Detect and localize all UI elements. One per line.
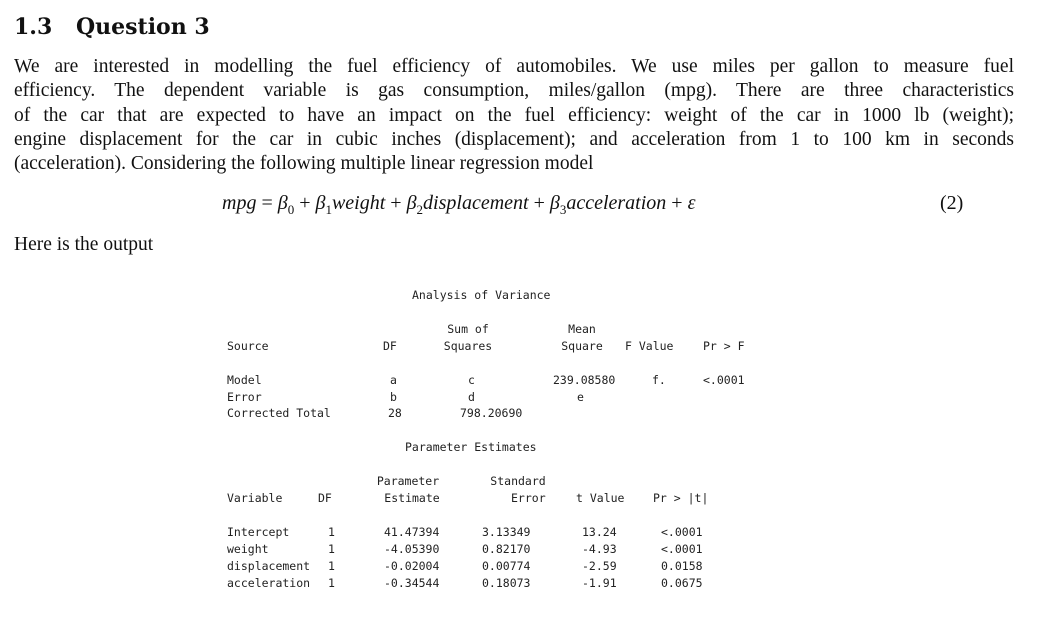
params-header-se-top: Standard [490,474,546,488]
params-header-df: DF [318,491,332,505]
params-df: 1 [328,542,335,556]
eq-beta2: β [406,192,417,214]
section-number: 1.3 [14,14,53,40]
equation-number: (2) [940,192,964,214]
params-estimate: -0.34544 [384,576,440,590]
anova-header-ms-bottom: Square [561,339,603,353]
params-p: <.0001 [661,542,703,556]
params-header-variable: Variable [227,491,283,505]
params-se: 3.13349 [482,525,531,539]
eq-epsilon: ε [687,192,696,214]
anova-ss: d [468,390,475,404]
anova-ss: 798.20690 [460,406,523,420]
anova-ss: c [468,373,475,387]
anova-header-df: DF [383,339,397,353]
eq-var-acceleration: acceleration [566,192,667,214]
eq-var-displacement: displacement [423,192,529,214]
eq-beta3: β [549,192,560,214]
question-paragraph [14,55,1014,176]
paragraph-line: efficiency. The dependent variable is gas consumption, miles/gallon (mpg). There are three characteristics [14,80,1014,102]
params-p: 0.0158 [661,559,703,573]
eq-beta1: β [315,192,326,214]
anova-header-source: Source [227,339,269,353]
anova-header-f: F Value [625,339,674,353]
params-header-t: t Value [576,491,625,505]
params-t: -1.91 [582,576,617,590]
params-variable: Intercept [227,525,290,539]
params-estimate: -4.05390 [384,542,440,556]
anova-df: a [390,373,397,387]
params-df: 1 [328,576,335,590]
params-variable: acceleration [227,576,311,590]
anova-header-ss-bottom: Squares [443,339,493,353]
anova-f: f. [652,373,666,387]
params-header-est-bottom: Estimate [384,491,440,505]
paragraph-line: engine displacement for the car in cubic inches (displacement); and acceleration from 1 to 100 km in seconds [14,128,1014,150]
params-estimate: 41.47394 [384,525,440,539]
anova-df: 28 [388,406,402,420]
params-title: Parameter Estimates [405,440,537,454]
anova-source: Error [227,390,262,404]
anova-source: Model [227,373,262,387]
eq-lhs: mpg [222,192,257,214]
params-t: -2.59 [582,559,617,573]
params-estimate: -0.02004 [384,559,440,573]
paragraph-line: We are interested in modelling the fuel efficiency of automobiles. We use miles per gallon to measure fuel [14,56,1014,77]
anova-header-p: Pr > F [703,339,745,353]
eq-beta0-sub: 0 [287,202,295,217]
anova-ms: 239.08580 [553,373,616,387]
params-se: 0.18073 [482,576,531,590]
paragraph-line: (acceleration). Considering the following multiple linear regression model [14,153,594,175]
params-header-p: Pr > |t| [653,491,709,505]
eq-beta1-sub: 1 [325,202,332,217]
params-variable: displacement [227,559,311,573]
params-se: 0.82170 [482,542,531,556]
anova-header-ms-top: Mean [568,322,596,336]
params-t: -4.93 [582,542,617,556]
anova-ms: e [577,390,584,404]
eq-beta2-sub: 2 [416,202,424,217]
params-p: <.0001 [661,525,703,539]
params-df: 1 [328,559,335,573]
eq-beta0: β [277,192,288,214]
anova-source: Corrected Total [227,406,331,420]
params-se: 0.00774 [482,559,531,573]
paragraph-line: of the car that are expected to have an impact on the fuel efficiency: weight of the car in 1000 lb (weight); [14,104,1014,126]
params-header-se-bottom: Error [511,491,546,505]
params-variable: weight [227,542,269,556]
eq-beta3-sub: 3 [559,202,567,217]
anova-header-ss-top: Sum of [447,322,489,336]
section-heading [14,14,210,40]
anova-p: <.0001 [703,373,745,387]
params-p: 0.0675 [661,576,703,590]
eq-var-weight: weight [331,192,386,214]
output-intro: Here is the output [14,234,154,255]
anova-title: Analysis of Variance [412,288,551,302]
anova-df: b [390,390,397,404]
params-t: 13.24 [582,525,617,539]
regression-equation: mpg = $\beta_0$ + $\beta_1weight$ + $\beta_2displacement$ + $\beta_3acceleration + \varepsilon$ [222,192,696,217]
section-title: Question 3 [76,14,210,40]
params-header-est-top: Parameter [376,474,440,488]
params-df: 1 [328,525,335,539]
